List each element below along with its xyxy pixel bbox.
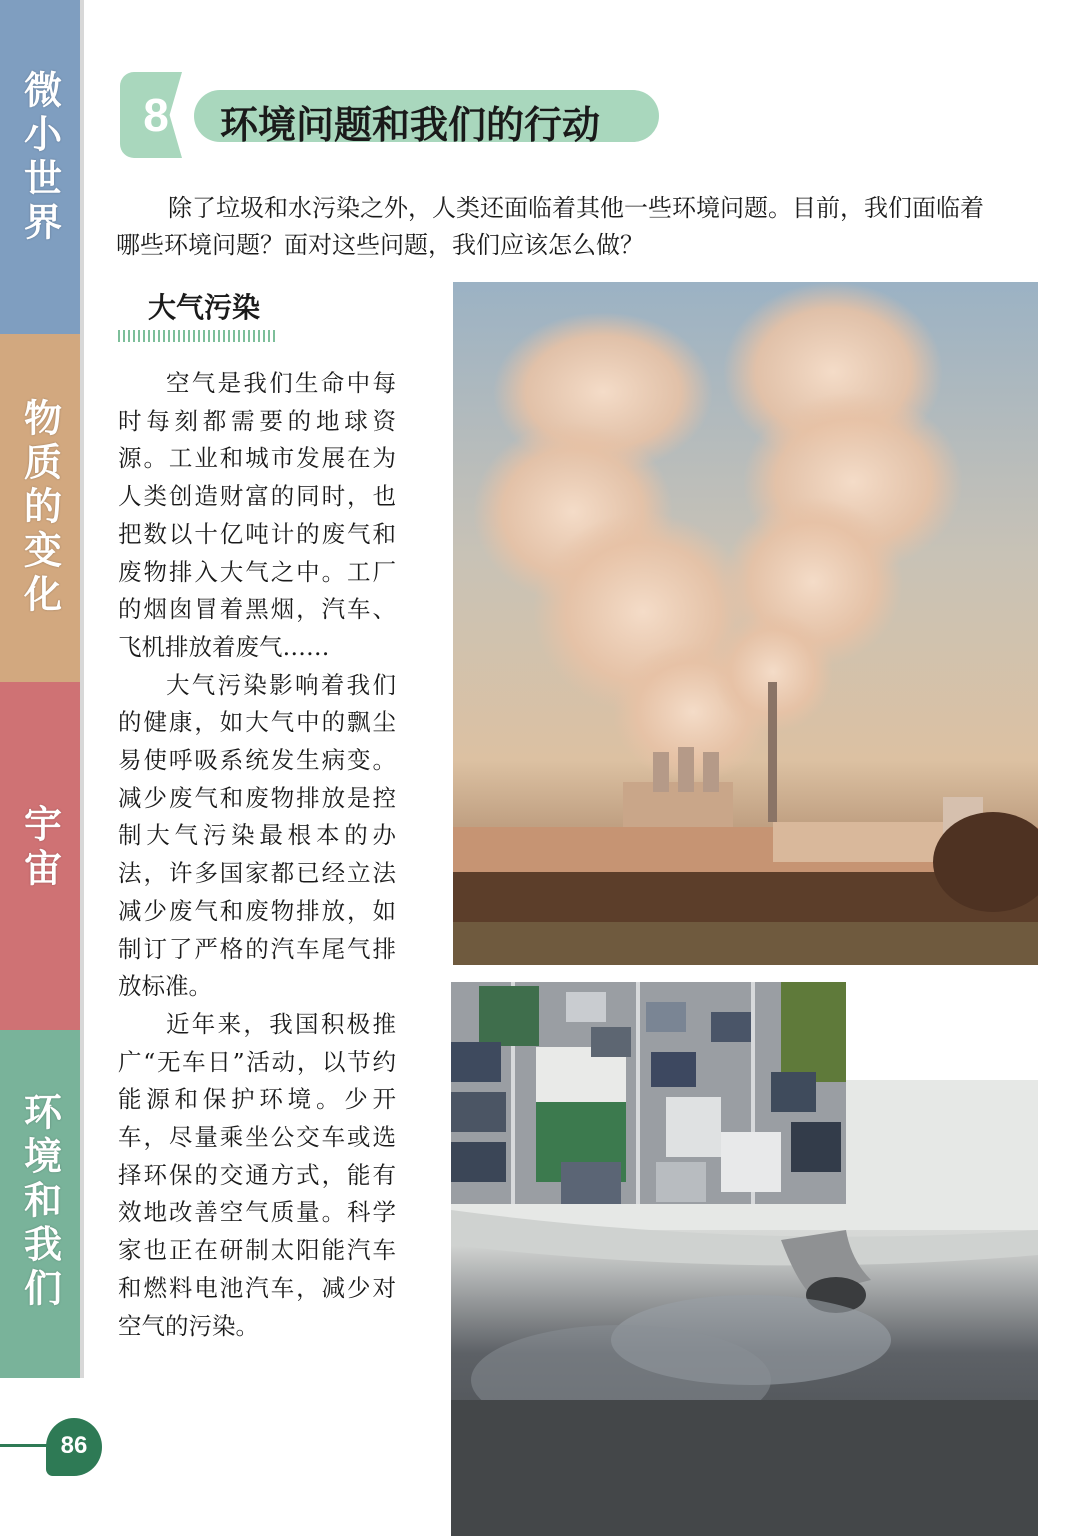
side-tab-micro-world[interactable] [0, 0, 84, 334]
body-paragraph: 空气是我们生命中每时每刻都需要的地球资源。工业和城市发展在为人类创造财富的同时，也把数以十亿吨计的废气和废物排入大气之中。工厂的烟囱冒着黑烟，汽车、飞机排放着废气…… [118, 369, 396, 661]
side-tab-label: 微小世界 [17, 70, 62, 246]
intro-paragraph: 除了垃圾和水污染之外，人类还面临着其他一些环境问题。目前，我们面临着哪些环境问题？面对这些问题，我们应该怎么做？ [116, 194, 984, 259]
side-tab-changes-of-matter[interactable] [0, 334, 84, 682]
page-title: 环境问题和我们的行动 [220, 103, 601, 147]
body-paragraph: 近年来，我国积极推广“无车日”活动，以节约能源和保护环境。少开车，尽量乘坐公交车或选择环保的交通方式，能有效地改善空气质量。科学家也正在研制太阳能汽车和燃料电池汽车，减少对空气的污染。 [118, 1009, 396, 1340]
traffic-jam-photo [451, 982, 846, 1204]
side-tab-environment-and-us[interactable] [0, 1030, 84, 1378]
side-tab-label: 环境和我们 [17, 1092, 62, 1312]
side-tab-label: 物质的变化 [17, 398, 62, 618]
section-heading: 大气污染 [148, 291, 261, 324]
title-banner [120, 72, 660, 158]
side-tab-universe[interactable] [0, 682, 84, 1030]
lesson-number: 8 [143, 89, 169, 141]
side-tab-label: 宇宙 [17, 804, 62, 892]
page-number: 86 [60, 1432, 88, 1459]
heading-underline [118, 330, 278, 342]
factory-smokestack-photo [453, 282, 1038, 965]
body-paragraph: 大气污染影响着我们的健康，如大气中的飘尘易使呼吸系统发生病变。减少废气和废物排放是控制大气污染最根本的办法，许多国家都已经立法减少废气和废物排放，如制订了严格的汽车尾气排放标准。 [118, 670, 396, 1001]
section-body [118, 365, 396, 1345]
side-tabs [0, 0, 88, 1378]
